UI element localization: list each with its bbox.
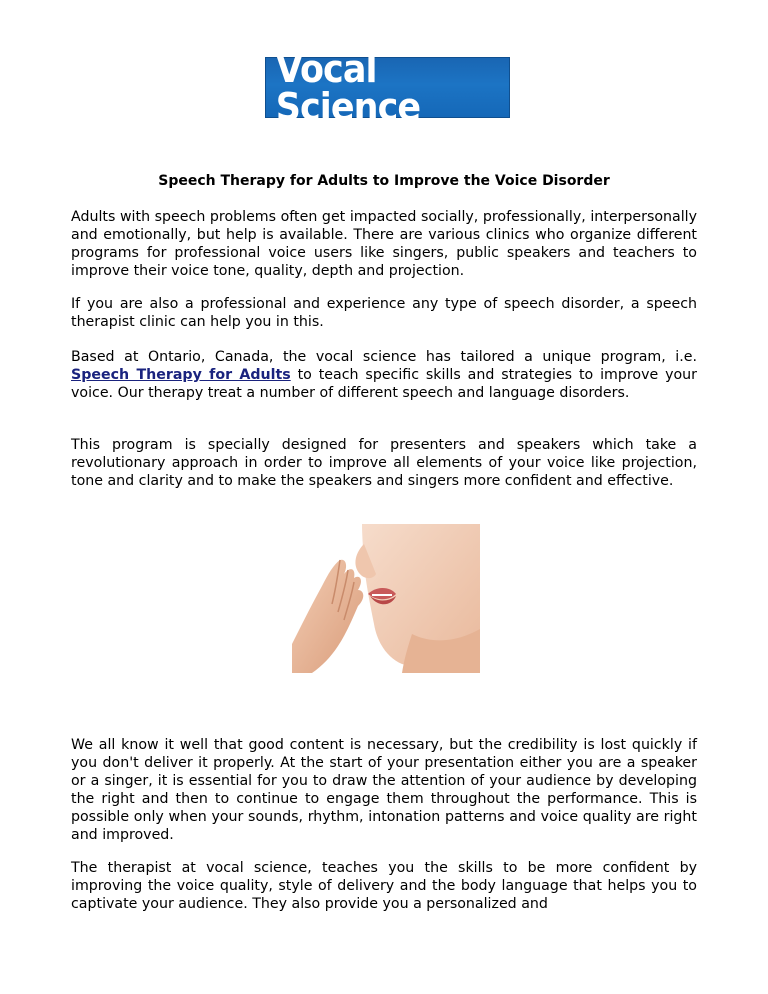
- paragraph-1: Adults with speech problems often get impacted socially, professionally, interpersonally and emotionally, but help is available. There are various clinics who organize different programs for professional voice users like singers, public speakers and teachers to improve their voice tone, quality, depth and projection.: [71, 209, 697, 279]
- speech-therapy-link[interactable]: Speech Therapy for Adults: [71, 367, 291, 383]
- woman-speaking-illustration: [292, 524, 480, 673]
- vocal-science-logo: [265, 46, 510, 129]
- paragraph-4: This program is specially designed for presenters and speakers which take a revolutionary approach in order to improve all elements of your voice like projection, tone and clarity and to make the speakers and singers more confident and effective.: [71, 437, 697, 489]
- paragraph-3-lead: Based at Ontario, Canada, the vocal science has tailored a unique program, i.e.: [71, 349, 697, 365]
- paragraph-3: [71, 348, 697, 402]
- woman-speaking-photo: [292, 524, 480, 673]
- paragraph-6: The therapist at vocal science, teaches you the skills to be more confident by improving the voice quality, style of delivery and the body language that helps you to captivate your audience. They also provide you a personalized and: [71, 860, 697, 912]
- paragraph-5: We all know it well that good content is necessary, but the credibility is lost quickly if you don't deliver it properly. At the start of your presentation either you are a speaker or a singer, it is essential for you to draw the attention of your audience by developing the right and then to continue to engage them throughout the performance. This is possible only when your sounds, rhythm, intonation patterns and voice quality are right and improved.: [71, 737, 697, 843]
- logo-text: Vocal Science: [275, 46, 421, 129]
- paragraph-2: If you are also a professional and experience any type of speech disorder, a speech therapist clinic can help you in this.: [71, 296, 697, 330]
- paragraph-3-tail: to teach specific skills and strategies to improve your voice. Our therapy treat a number of different speech and language disorders.: [71, 367, 697, 401]
- document-title: Speech Therapy for Adults to Improve the Voice Disorder: [158, 173, 610, 189]
